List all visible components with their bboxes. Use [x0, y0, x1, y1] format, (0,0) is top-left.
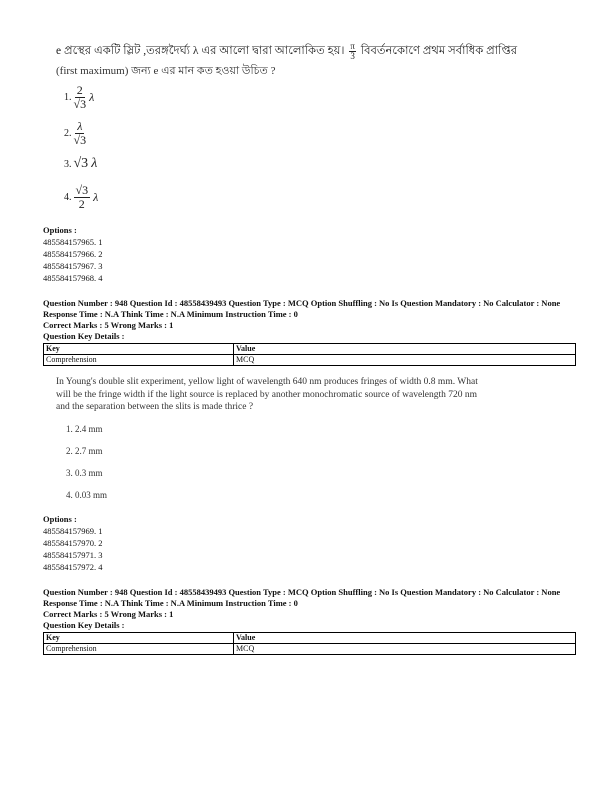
- question-key-table: [43, 632, 576, 655]
- key-cell: Comprehension: [44, 644, 234, 655]
- option-id-5: 485584157969. 1: [43, 526, 103, 536]
- angle-fraction: [349, 42, 356, 61]
- value-cell: MCQ: [234, 644, 576, 655]
- q1-option-1-fraction: [74, 84, 87, 111]
- question-header-line4: Question Key Details :: [43, 331, 125, 341]
- option-id-2: 485584157966. 2: [43, 249, 103, 259]
- q1-option-1-bottom: √3: [73, 97, 87, 111]
- options-label-2: Options :: [43, 514, 77, 524]
- table-row: [44, 633, 576, 644]
- q2-option-4: 4. 0.03 mm: [66, 490, 108, 500]
- q2-option-1: 1. 2.4 mm: [66, 424, 103, 434]
- key-header: Key: [44, 344, 234, 355]
- q1-option-4-bottom: 2: [78, 197, 85, 211]
- option-id-6: 485584157970. 2: [43, 538, 103, 548]
- q1-option-1-top: 2: [76, 83, 83, 97]
- q1-option-1-number: 1.: [64, 92, 72, 103]
- key-header: Key: [44, 633, 234, 644]
- q1-option-4-fraction: [74, 184, 91, 211]
- q1-option-3-expr: √3: [73, 156, 89, 171]
- option-id-8: 485584157972. 4: [43, 562, 103, 572]
- question-header-line1: Question Number : 948 Question Id : 48558439493 Question Type : MCQ Option Shuffling : No Is Question Mandatory : No Calculator : None: [43, 298, 561, 308]
- table-row: [44, 344, 576, 355]
- table-row: [44, 355, 576, 366]
- question-key-table: [43, 343, 576, 366]
- q2-text: In Young's double slit experiment, yellow light of wavelength 640 nm produces fringes of width 0.8 mm. What will be the fringe width if the light source is replaced by another monochromatic source of wavelength 720 nm and the separation between the slits is made thrice ?: [56, 377, 478, 412]
- q1-option-1-lambda: λ: [89, 90, 95, 104]
- q2-option-2: 2. 2.7 mm: [66, 446, 103, 456]
- q2-option-3: 3. 0.3 mm: [66, 468, 103, 478]
- q1-option-1: [64, 84, 94, 111]
- question-header-line3: Correct Marks : 5 Wrong Marks : 1: [43, 609, 174, 619]
- q1-option-4-top: √3: [75, 183, 89, 197]
- option-id-4: 485584157968. 4: [43, 273, 103, 283]
- value-cell: MCQ: [234, 355, 576, 366]
- q1-option-2-fraction: [74, 120, 87, 147]
- table-row: [44, 644, 576, 655]
- option-id-3: 485584157967. 3: [43, 261, 103, 271]
- question-header-line2: Response Time : N.A Think Time : N.A Minimum Instruction Time : 0: [43, 309, 298, 319]
- angle-numerator: π: [350, 41, 355, 51]
- value-header: Value: [234, 344, 576, 355]
- question-header-line1: Question Number : 948 Question Id : 48558439493 Question Type : MCQ Option Shuffling : No Is Question Mandatory : No Calculator : None: [43, 587, 561, 597]
- q1-option-2-bottom: √3: [73, 133, 87, 147]
- q1-option-2: [64, 120, 86, 147]
- q1-line2: (first maximum) জন্য e এর মান কত হওয়া উচিত ?: [56, 65, 276, 77]
- value-header: Value: [234, 633, 576, 644]
- option-id-7: 485584157971. 3: [43, 550, 103, 560]
- q1-option-4-number: 4.: [64, 192, 72, 203]
- q1-option-4-lambda: λ: [93, 190, 99, 204]
- q1-option-2-top: λ: [77, 119, 83, 133]
- q1-option-3-lambda: λ: [91, 156, 98, 171]
- q1-option-3: [64, 156, 97, 172]
- q1-line1-suffix: বিবর্তনকোণে প্রথম সর্বাধিক প্রাপ্তির: [360, 45, 518, 58]
- q1-line1-prefix: e প্রস্থের একটি স্লিট ,তরঙ্গদৈর্ঘ্য λ এর আলো দ্বারা আলোকিত হয়।: [56, 45, 345, 58]
- q1-line1: [56, 42, 576, 61]
- q1-option-4: [64, 184, 98, 211]
- question-header-line3: Correct Marks : 5 Wrong Marks : 1: [43, 320, 174, 330]
- question-header-line4: Question Key Details :: [43, 620, 125, 630]
- q1-option-3-number: 3.: [64, 158, 72, 170]
- question-header-line2: Response Time : N.A Think Time : N.A Minimum Instruction Time : 0: [43, 598, 298, 608]
- angle-denominator: 3: [350, 51, 355, 61]
- option-id-1: 485584157965. 1: [43, 237, 103, 247]
- options-label-1: Options :: [43, 225, 77, 235]
- key-cell: Comprehension: [44, 355, 234, 366]
- q1-option-2-number: 2.: [64, 128, 72, 139]
